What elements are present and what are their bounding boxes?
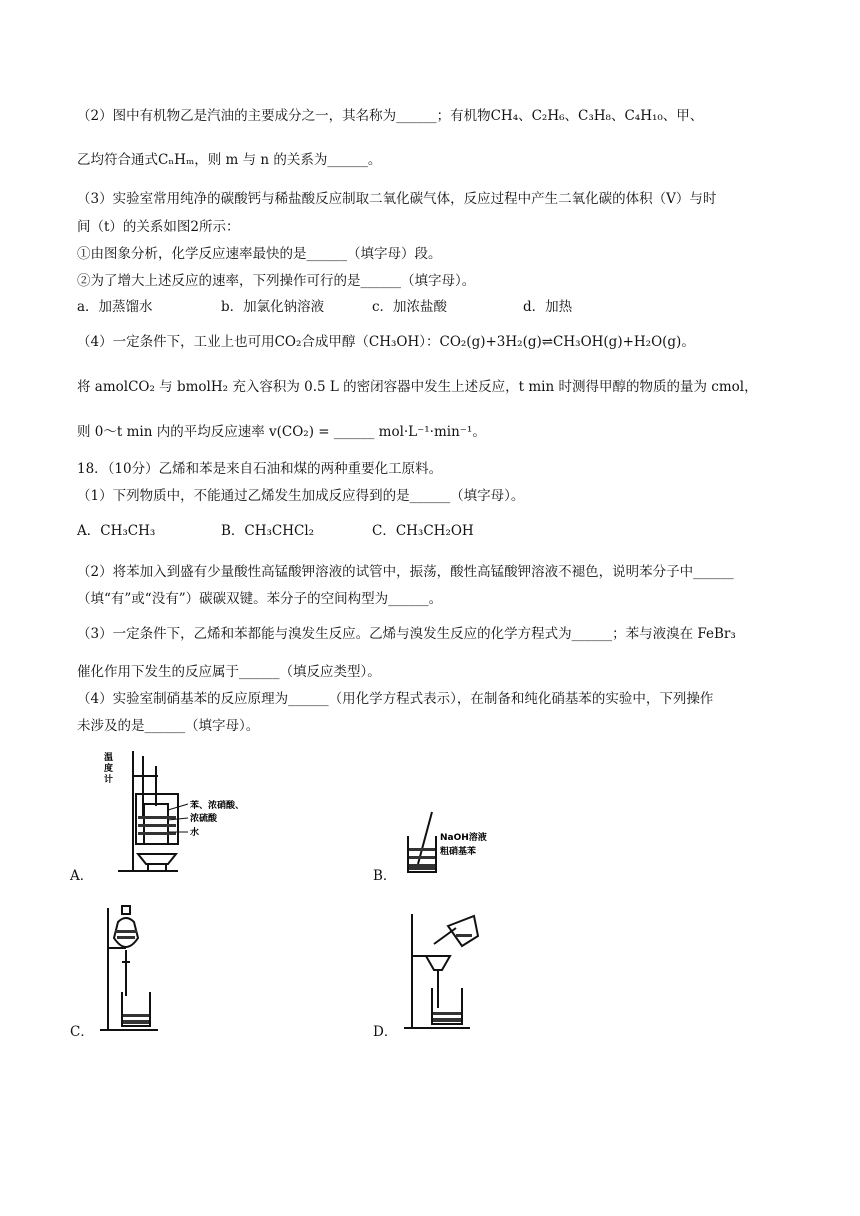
figure-a-apparatus bbox=[98, 746, 258, 878]
figure-a-text-2: 浓硫酸 bbox=[190, 814, 218, 824]
figure-b-text-1: NaOH溶液 bbox=[440, 833, 487, 843]
option-c: c．加浓盐酸 bbox=[372, 299, 448, 315]
figure-b-beaker bbox=[400, 806, 510, 876]
option-a: a．加蒸馏水 bbox=[77, 299, 153, 315]
q17-p3-sub1: ①由图象分析，化学反应速率最快的是______（填字母）段。 bbox=[77, 246, 442, 262]
figure-a-text-3: 水 bbox=[190, 828, 200, 838]
q18-p3-line2: 催化作用下发生的反应属于______（填反应类型）。 bbox=[77, 664, 381, 680]
q18-p2-line1: （2）将苯加入到盛有少量酸性高锰酸钾溶液的试管中，振荡，酸性高锰酸钾溶液不褪色，说明苯分子中______ bbox=[77, 564, 734, 580]
thermo-char-2: 度 bbox=[104, 764, 114, 774]
figure-d-label: D． bbox=[373, 1024, 398, 1040]
q17-p2-line1: （2）图中有机物乙是汽油的主要成分之一，其名称为______；有机物CH₄、C₂H₆、C₃H₈、C₄H₁₀、甲、 bbox=[77, 108, 704, 124]
q18-option-a: A．CH₃CH₃ bbox=[77, 523, 156, 539]
q18-p1: （1）下列物质中，不能通过乙烯发生加成反应得到的是______（填字母）。 bbox=[77, 488, 525, 504]
q17-p3-line2: 间（t）的关系如图2所示： bbox=[77, 219, 240, 235]
q18-p4-line2: 未涉及的是______（填字母）。 bbox=[77, 718, 260, 734]
q17-p4-line3: 则 0～t min 内的平均反应速率 v(CO₂) = ______ mol·L⁻¹·min⁻¹。 bbox=[77, 424, 486, 440]
q18-p2-line2: （填“有”或“没有”）碳碳双键。苯分子的空间构型为______。 bbox=[77, 591, 443, 607]
q17-p4-line1: （4）一定条件下，工业上也可用CO₂合成甲醇（CH₃OH）：CO₂(g)+3H₂(g)⇌CH₃OH(g)+H₂O(g)。 bbox=[77, 334, 695, 350]
figure-d-filtration bbox=[400, 908, 490, 1034]
q17-p3-sub2: ②为了增大上述反应的速率，下列操作可行的是______（填字母）。 bbox=[77, 273, 476, 289]
figure-a-text-1: 苯、浓硝酸、 bbox=[190, 801, 245, 811]
thermo-char-3: 计 bbox=[104, 775, 114, 785]
q17-p3-line1: （3）实验室常用纯净的碳酸钙与稀盐酸反应制取二氧化碳气体，反应过程中产生二氧化碳的体积（V）与时 bbox=[77, 191, 717, 207]
q17-p2-line2: 乙均符合通式CₙHₘ，则 m 与 n 的关系为______。 bbox=[77, 152, 382, 168]
figure-c-label: C． bbox=[70, 1024, 94, 1040]
q18-option-c: C．CH₃CH₂OH bbox=[372, 523, 474, 539]
q18-p4-line1: （4）实验室制硝基苯的反应原理为______（用化学方程式表示），在制备和纯化硝基苯的实验中，下列操作 bbox=[77, 691, 714, 707]
option-b: b．加氯化钠溶液 bbox=[221, 299, 325, 315]
q18-p3-line1: （3）一定条件下，乙烯和苯都能与溴发生反应。乙烯与溴发生反应的化学方程式为______；苯与液溴在 FeBr₃ bbox=[77, 626, 736, 642]
thermo-char-1: 温 bbox=[104, 753, 114, 763]
q17-p4-line2: 将 amolCO₂ 与 bmolH₂ 充入容积为 0.5 L 的密闭容器中发生上述反应，t min 时测得甲醇的物质的量为 cmol， bbox=[77, 379, 758, 395]
q18-option-b: B．CH₃CHCl₂ bbox=[221, 523, 315, 539]
figure-b-text-2: 粗硝基苯 bbox=[440, 847, 477, 857]
q18-title: 18．（10分）乙烯和苯是来自石油和煤的两种重要化工原料。 bbox=[77, 461, 443, 477]
figure-c-separatory-funnel bbox=[98, 904, 178, 1036]
option-d: d．加热 bbox=[523, 299, 573, 315]
figure-a-label: A． bbox=[70, 868, 94, 884]
figure-b-label: B． bbox=[373, 868, 397, 884]
